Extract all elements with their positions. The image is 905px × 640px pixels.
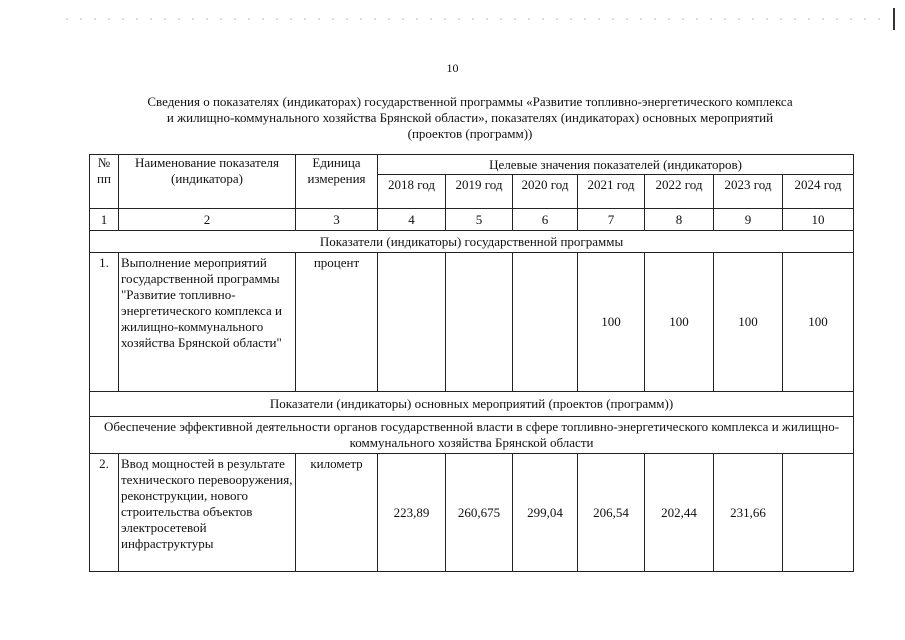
table-row (90, 454, 854, 572)
row2-value-2019: 260,675 (446, 454, 513, 572)
header-targets-cell: Целевые значения показателей (индикаторов) (378, 155, 854, 175)
subsection-title: Обеспечение эффективной деятельности органов государственной власти в сфере топливно-энергетического комплекса и жилищно-коммунального хозяйства Брянской области (90, 417, 854, 454)
col-number-10: 10 (783, 209, 854, 231)
indicators-table (89, 154, 854, 572)
col-number-5: 5 (446, 209, 513, 231)
header-year-2018: 2018 год (378, 175, 446, 209)
row2-value-2018: 223,89 (378, 454, 446, 572)
scan-edge-mark (893, 8, 895, 30)
row1-value-2022: 100 (645, 253, 714, 392)
row2-value-2020: 299,04 (513, 454, 578, 572)
document-heading (60, 94, 880, 142)
header-year-2021: 2021 год (578, 175, 645, 209)
section-title-program: Показатели (индикаторы) государственной программы (90, 231, 854, 253)
section-title-activities: Показатели (индикаторы) основных мероприятий (проектов (программ)) (90, 392, 854, 417)
row2-name: Ввод мощностей в результате технического перевооружения, реконструкции, нового строительства объектов электросетевой инфраструктуры (119, 454, 296, 572)
col-number-2: 2 (119, 209, 296, 231)
row2-value-2024 (783, 454, 854, 572)
header-num-line1: № (97, 155, 111, 170)
header-year-2022: 2022 год (645, 175, 714, 209)
header-num-cell (90, 155, 119, 209)
header-name-cell: Наименование показателя (индикатора) (119, 155, 296, 209)
scan-noise-dots (60, 18, 880, 20)
heading-line-1: Сведения о показателях (индикаторах) государственной программы «Развитие топливно-энергетического комплекса (147, 94, 793, 109)
row1-value-2020 (513, 253, 578, 392)
subsection-row (90, 417, 854, 454)
col-number-4: 4 (378, 209, 446, 231)
col-number-6: 6 (513, 209, 578, 231)
col-number-8: 8 (645, 209, 714, 231)
section-row-activities (90, 392, 854, 417)
row1-value-2018 (378, 253, 446, 392)
header-year-2024: 2024 год (783, 175, 854, 209)
row1-value-2019 (446, 253, 513, 392)
heading-line-3: (проектов (программ)) (407, 126, 533, 141)
row2-unit: километр (296, 454, 378, 572)
header-year-2019: 2019 год (446, 175, 513, 209)
col-number-9: 9 (714, 209, 783, 231)
heading-line-2: и жилищно-коммунального хозяйства Брянской области», показателях (индикаторах) основных мероприятий (166, 110, 774, 125)
row1-value-2023: 100 (714, 253, 783, 392)
header-unit-cell: Единица измерения (296, 155, 378, 209)
header-year-2023: 2023 год (714, 175, 783, 209)
row1-unit: процент (296, 253, 378, 392)
row2-value-2022: 202,44 (645, 454, 714, 572)
section-row-program (90, 231, 854, 253)
page-number: 10 (446, 61, 459, 75)
row2-num: 2. (90, 454, 119, 572)
row2-value-2021: 206,54 (578, 454, 645, 572)
row1-value-2024: 100 (783, 253, 854, 392)
col-number-7: 7 (578, 209, 645, 231)
header-year-2020: 2020 год (513, 175, 578, 209)
column-numbers-row (90, 209, 854, 231)
header-row-1 (90, 155, 854, 175)
row2-value-2023: 231,66 (714, 454, 783, 572)
col-number-3: 3 (296, 209, 378, 231)
header-num-line2: пп (97, 171, 111, 186)
col-number-1: 1 (90, 209, 119, 231)
row1-num: 1. (90, 253, 119, 392)
row1-name: Выполнение мероприятий государственной программы "Развитие топливно-энергетического комплекса и жилищно-коммунального хозяйства Брянской области" (119, 253, 296, 392)
table-row (90, 253, 854, 392)
row1-value-2021: 100 (578, 253, 645, 392)
